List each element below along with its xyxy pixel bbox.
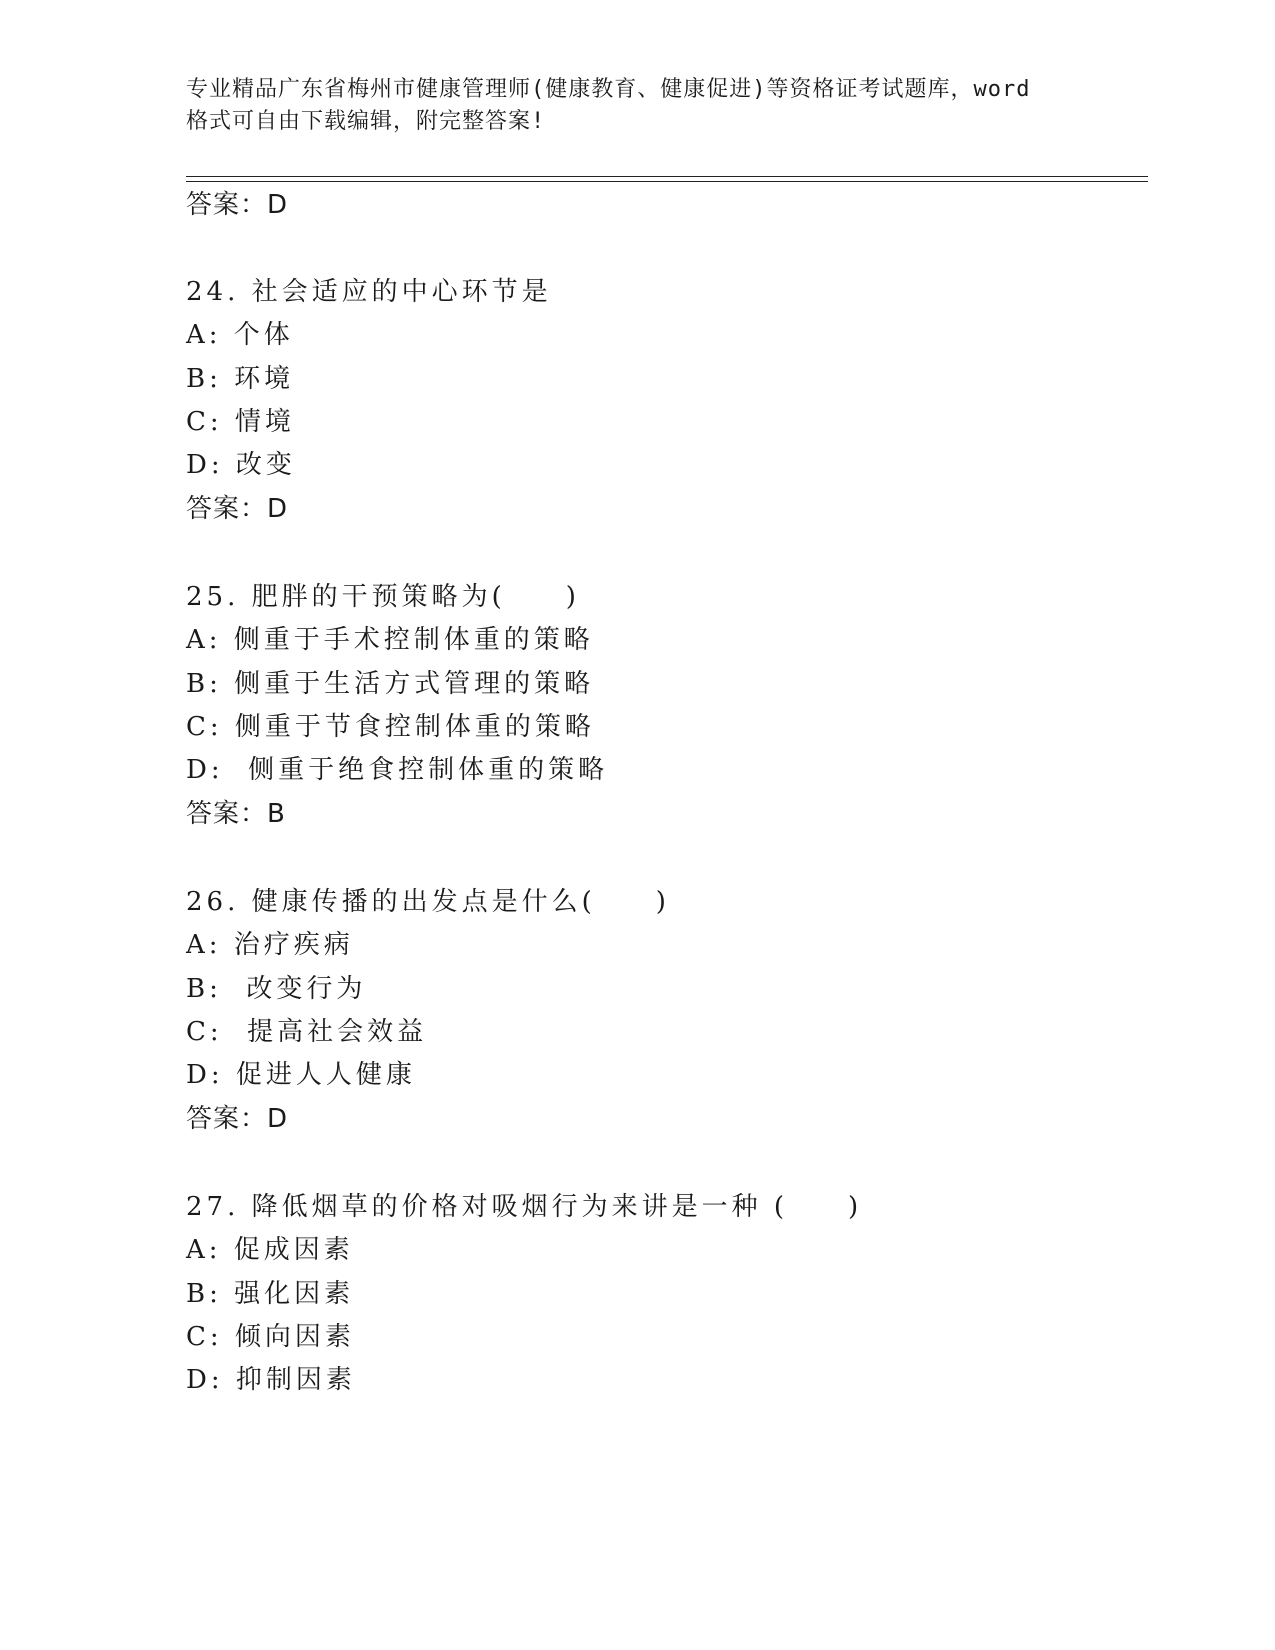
question-27-option-d: D: 抑制因素 — [186, 1365, 356, 1395]
question-24-answer: 答案：D — [186, 494, 289, 524]
question-26-option-d: D: 促进人人健康 — [186, 1060, 416, 1090]
question-26-option-c: C: 提高社会效益 — [186, 1017, 428, 1047]
question-25-option-c: C: 侧重于节食控制体重的策略 — [186, 712, 595, 742]
question-24-option-b: B: 环境 — [186, 364, 295, 394]
question-25-option-b: B: 侧重于生活方式管理的策略 — [186, 669, 595, 699]
question-27-stem: 27. 降低烟草的价格对吸烟行为来讲是一种 ( ) — [186, 1192, 863, 1222]
question-25-answer: 答案：B — [186, 799, 286, 829]
header-line-2: 格式可自由下载编辑，附完整答案! — [186, 109, 546, 134]
question-26-option-b: B: 改变行为 — [186, 974, 367, 1004]
question-25-stem: 25. 肥胖的干预策略为( ) — [186, 582, 580, 612]
question-24-stem: 24. 社会适应的中心环节是 — [186, 277, 552, 307]
question-27-option-b: B: 强化因素 — [186, 1279, 355, 1309]
question-27-option-a: A: 促成因素 — [186, 1235, 354, 1265]
question-24-option-c: C: 情境 — [186, 407, 295, 437]
header-line-1: 专业精品广东省梅州市健康管理师(健康教育、健康促进)等资格证考试题库，word — [186, 77, 1031, 102]
question-25-option-a: A: 侧重于手术控制体重的策略 — [186, 625, 594, 655]
question-25-option-d: D: 侧重于绝食控制体重的策略 — [186, 755, 609, 785]
document-header — [186, 74, 1086, 138]
question-24-option-a: A: 个体 — [186, 320, 294, 350]
header-divider-top — [186, 176, 1148, 177]
question-24-option-d: D: 改变 — [186, 450, 296, 480]
question-26-stem: 26. 健康传播的出发点是什么( ) — [186, 887, 670, 917]
header-divider-bottom — [186, 181, 1148, 182]
previous-answer: 答案：D — [186, 190, 289, 220]
question-26-answer: 答案：D — [186, 1104, 289, 1134]
question-26-option-a: A: 治疗疾病 — [186, 930, 354, 960]
question-27-option-c: C: 倾向因素 — [186, 1322, 355, 1352]
